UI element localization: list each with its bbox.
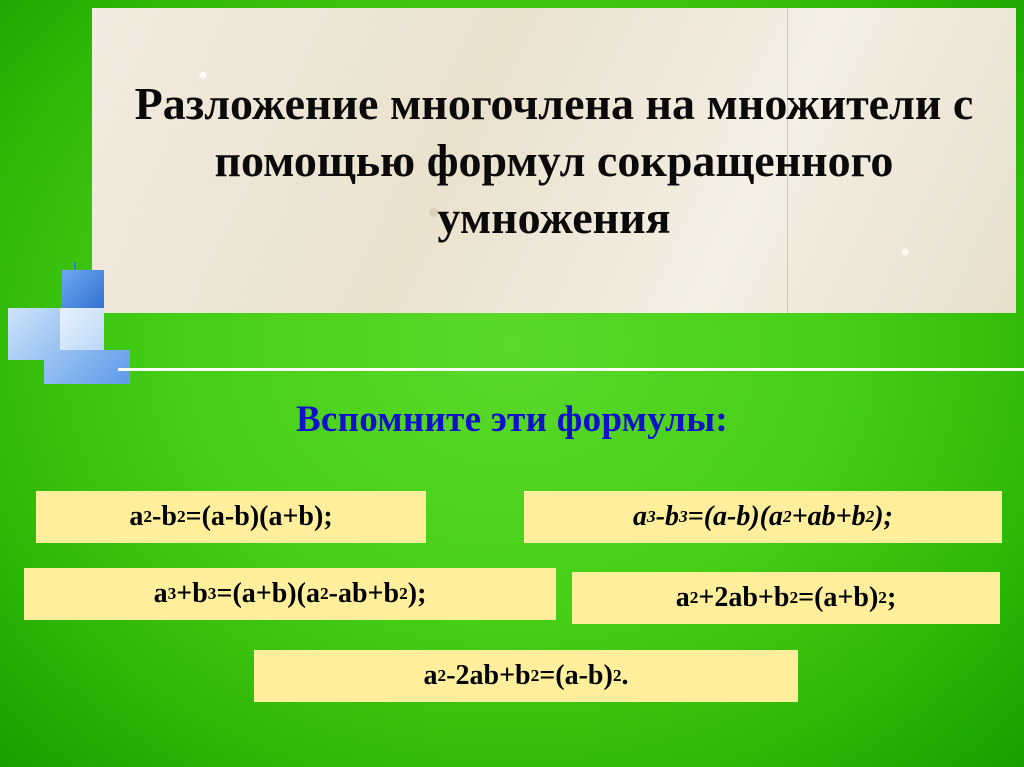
deco-square-1: [62, 270, 104, 312]
page-title: Разложение многочлена на множители с помощью формул сокращенного умножения: [134, 77, 974, 244]
title-plate: [92, 8, 1016, 313]
horizontal-divider: [118, 368, 1024, 371]
formula-box-1: a 2 -b 2 =(a-b)(a+b);: [36, 491, 426, 543]
decorative-squares: [0, 262, 150, 392]
deco-square-4: [44, 350, 130, 384]
formula-box-3: a 3 +b 3 =(a+b)(a 2 -ab+b 2 );: [24, 568, 556, 620]
formula-box-5: a 2 -2ab+b 2 =(a-b) 2 .: [254, 650, 798, 702]
formula-box-4: a 2 +2ab+b 2 =(a+b) 2 ;: [572, 572, 1000, 624]
subtitle: Вспомните эти формулы:: [295, 399, 729, 440]
formula-box-2: a 3 -b 3 =(a-b)(a 2 +ab+b 2 );: [524, 491, 1002, 543]
deco-square-3: [60, 308, 104, 352]
